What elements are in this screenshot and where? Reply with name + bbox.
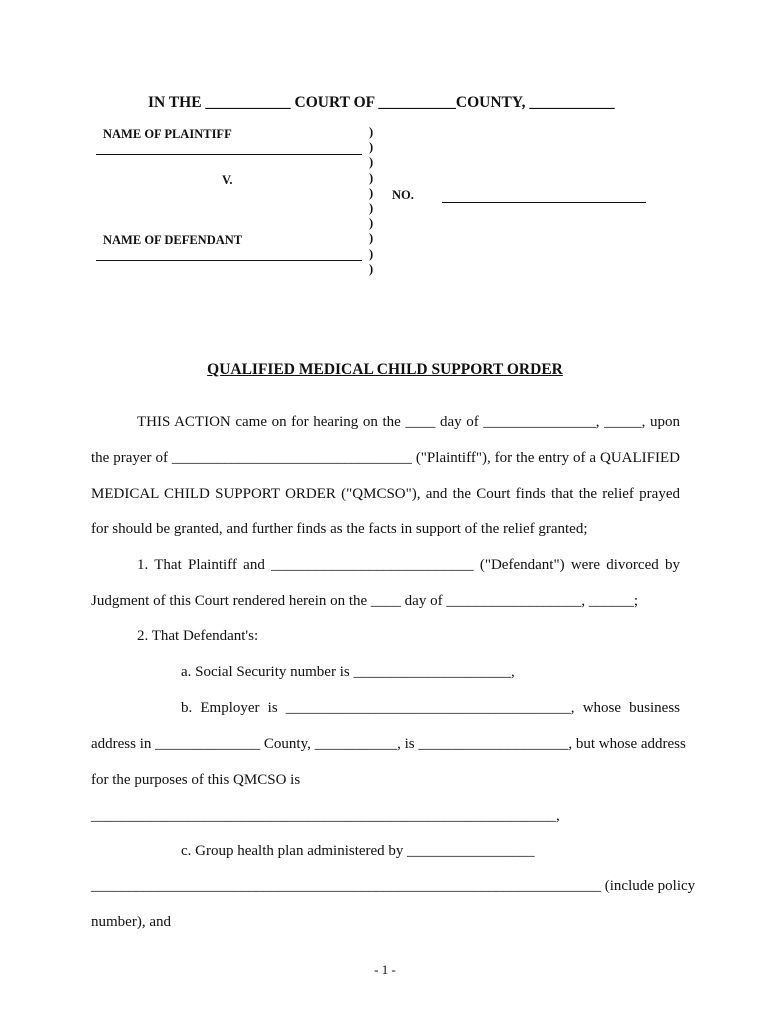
- versus-label: V.: [222, 173, 233, 187]
- paren: ): [369, 155, 374, 170]
- paragraph-1-line-3: MEDICAL CHILD SUPPORT ORDER ("QMCSO"), and the Court finds that the relief prayed: [91, 486, 680, 502]
- paragraph-1-line-4: for should be granted, and further finds as the facts in support of the relief granted;: [91, 521, 588, 537]
- item-1-line-1: 1. That Plaintiff and ___________________________ ("Defendant") were divorced by: [137, 557, 680, 573]
- court-heading: IN THE ___________ COURT OF __________COUNTY, ___________: [148, 94, 615, 111]
- defendant-line: [96, 260, 362, 261]
- paragraph-1-line-1: THIS ACTION came on for hearing on the ____ day of _______________, _____, upon: [137, 414, 680, 430]
- case-number-label: NO.: [392, 188, 414, 202]
- item-2c-line-3: number), and: [91, 914, 171, 930]
- item-2c-line-2: ____________________________________________________________________ (include policy: [91, 878, 696, 894]
- paren: ): [369, 170, 374, 185]
- paren: ): [369, 140, 374, 155]
- paren: ): [369, 246, 374, 261]
- paren: ): [369, 200, 374, 215]
- item-2b-line-2: address in ______________ County, ___________, is ____________________, but whose address: [91, 736, 686, 752]
- paragraph-1-line-2: the prayer of ________________________________ ("Plaintiff"), for the entry of a QUALIFIED: [91, 450, 680, 466]
- paren: ): [369, 185, 374, 200]
- paren: ): [369, 231, 374, 246]
- defendant-label: NAME OF DEFENDANT: [103, 233, 243, 247]
- document-title: QUALIFIED MEDICAL CHILD SUPPORT ORDER: [207, 361, 563, 378]
- case-number-line: [442, 202, 646, 203]
- plaintiff-line: [96, 154, 362, 155]
- item-2b-line-4: ______________________________________________________________,: [91, 808, 560, 824]
- item-2-heading: 2. That Defendant's:: [137, 628, 259, 644]
- paren: ): [369, 216, 374, 231]
- item-1-line-2: Judgment of this Court rendered herein on the ____ day of __________________, ______;: [91, 593, 639, 609]
- plaintiff-label: NAME OF PLAINTIFF: [103, 127, 232, 141]
- item-2c-line-1: c. Group health plan administered by _________________: [181, 843, 535, 859]
- item-2a: a. Social Security number is _____________________,: [181, 664, 515, 680]
- item-2b-line-1: b. Employer is ______________________________________, whose business: [181, 700, 680, 716]
- item-2b-line-3: for the purposes of this QMCSO is: [91, 772, 301, 788]
- page-number: - 1 -: [374, 962, 396, 977]
- caption-parentheses: [369, 125, 373, 277]
- paren: ): [369, 261, 374, 276]
- paren: ): [369, 125, 374, 139]
